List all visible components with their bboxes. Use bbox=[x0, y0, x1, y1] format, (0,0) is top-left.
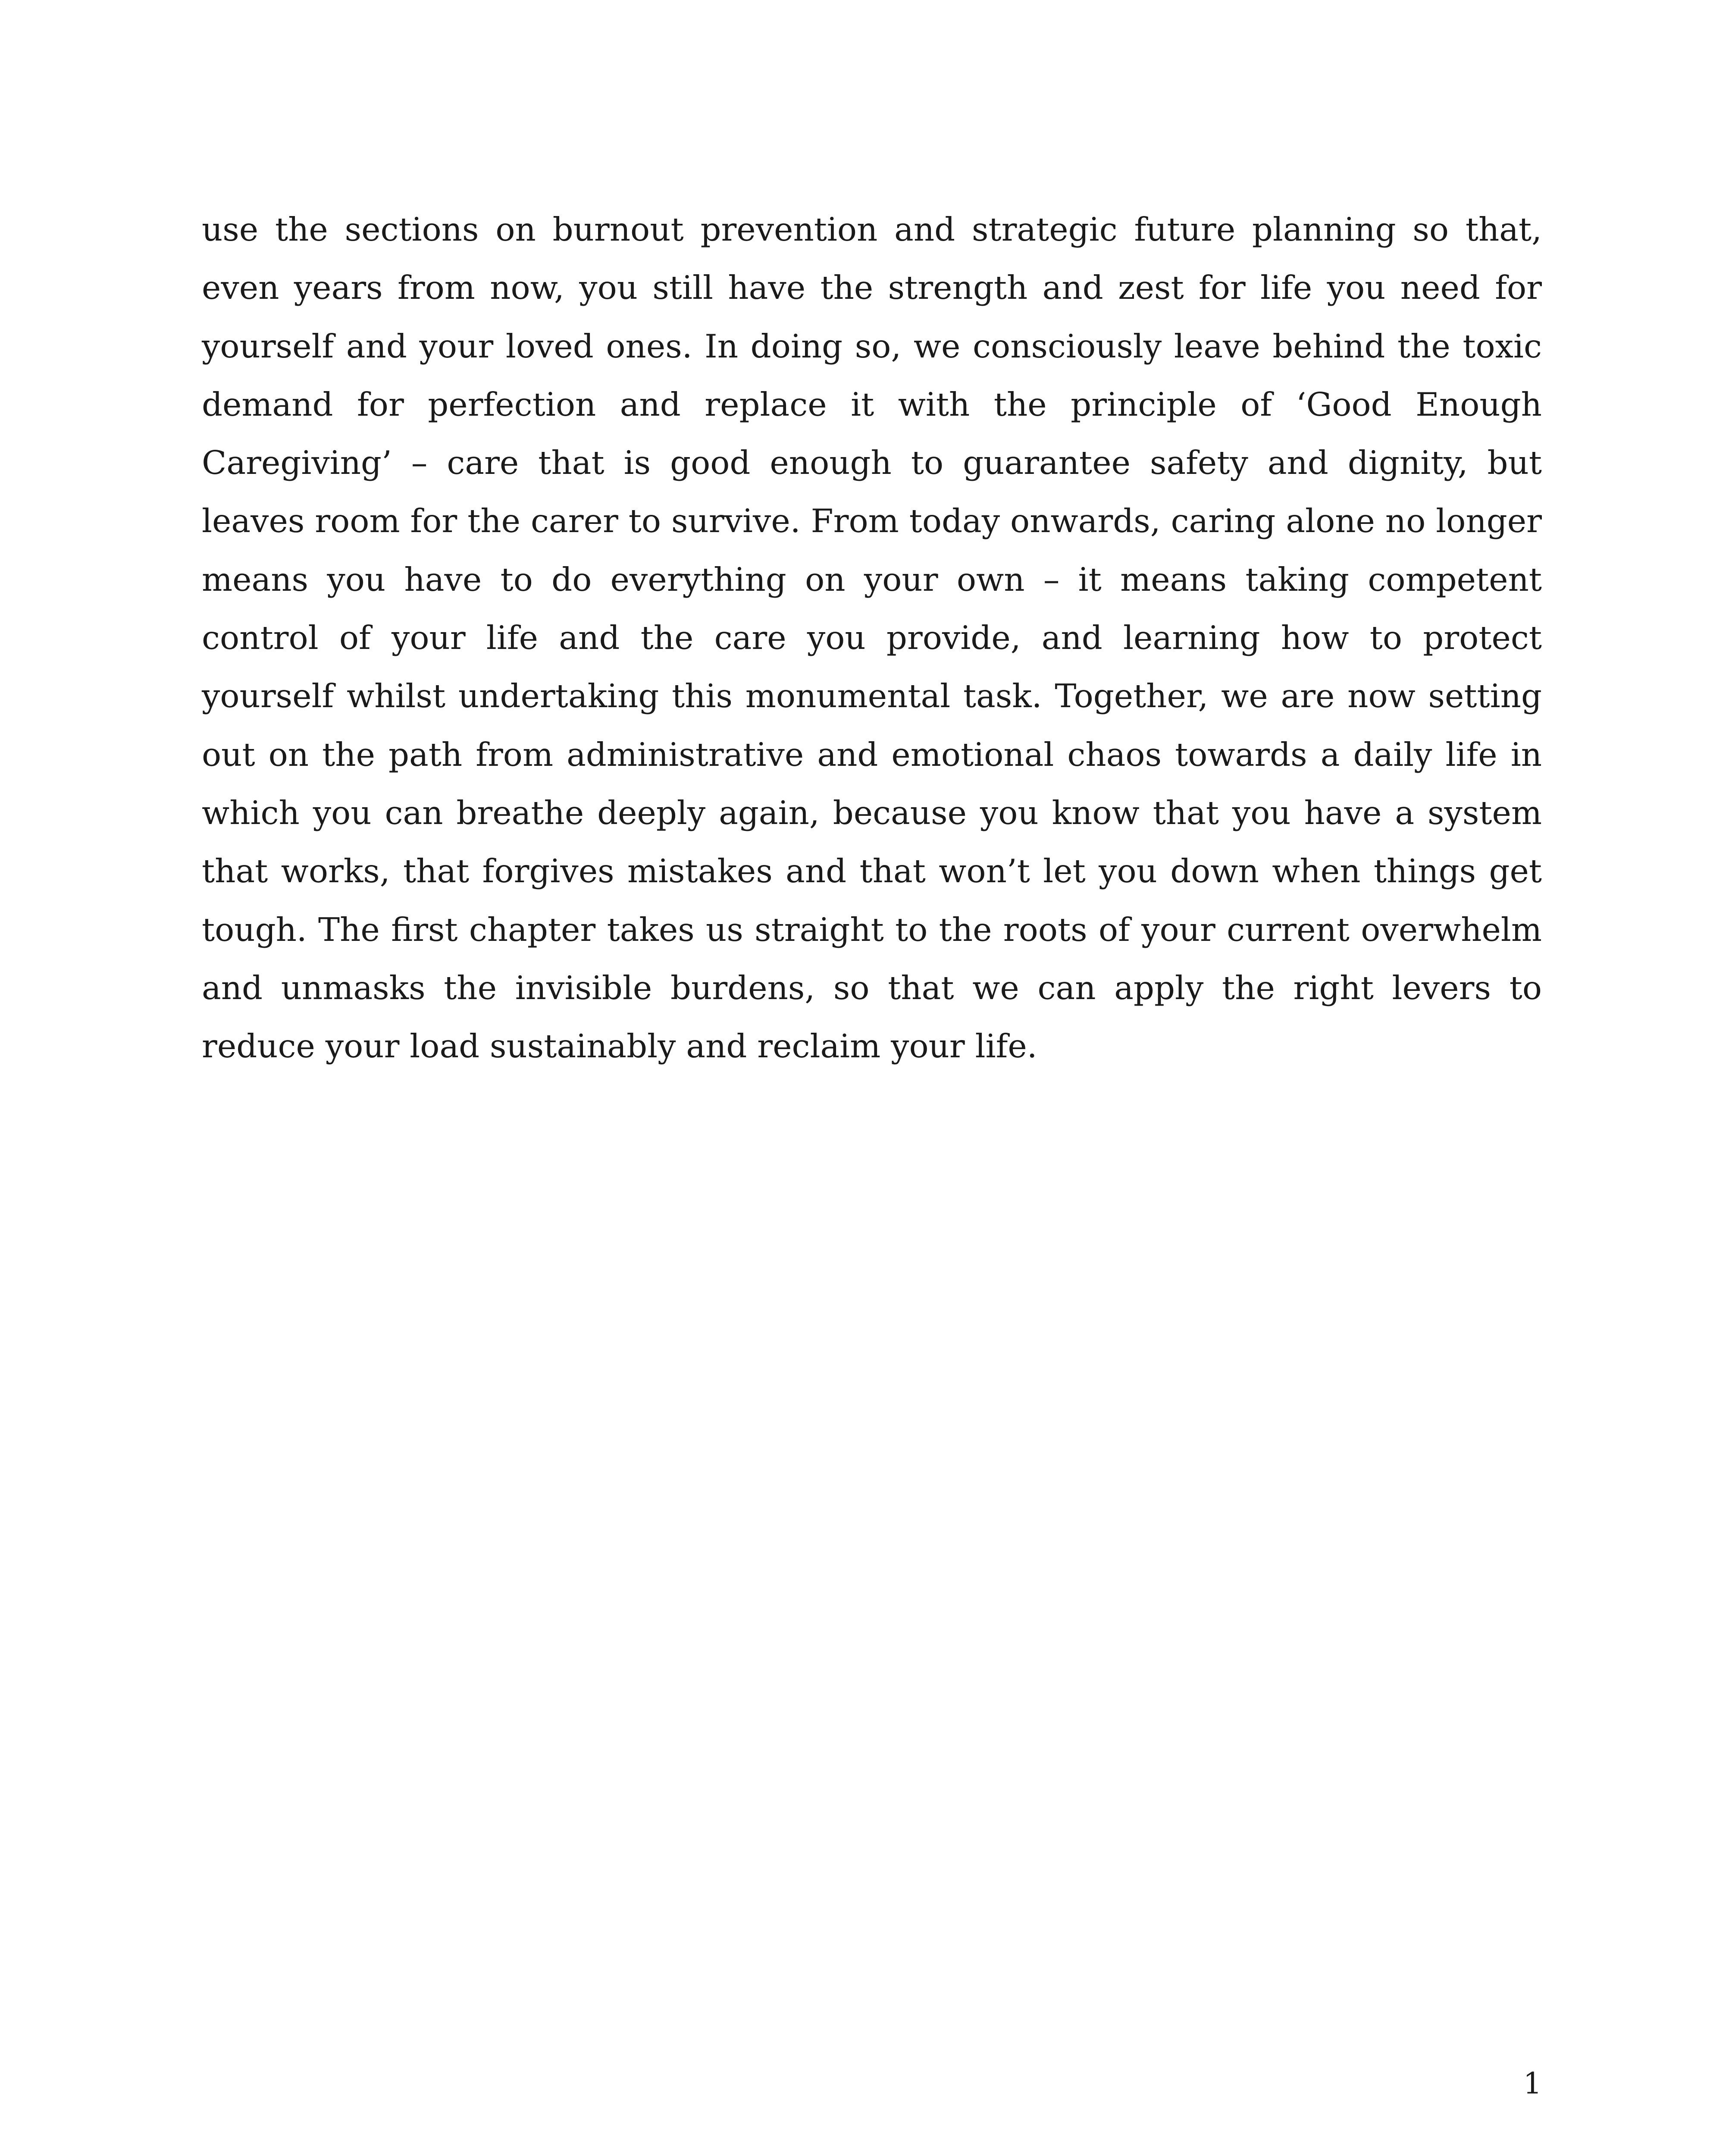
body-paragraph: use the sections on burnout prevention and strategic future planning so that, even years from now, you still have the strength and zest for life you need for yourself and your loved ones. In doing so, we consciously leave behind the toxic demand for perfection and replace it with the principle of ‘Good Enough Caregiving’ – care that is good enough to guarantee safety and dignity, but leaves room for the carer to survive. From today onwards, caring alone no longer means you have to do everything on your own – it means taking competent control of your life and the care you provide, and learning how to protect yourself whilst undertaking this monumental task. Together, we are now setting out on the path from administrative and emotional chaos towards a daily life in which you can breathe deeply again, because you know that you have a system that works, that forgives mistakes and that won’t let you down when things get tough. The first chapter takes us straight to the roots of your current overwhelm and unmasks the invisible burdens, so that we can apply the right levers to reduce your load sustainably and reclaim your life. bbox=[202, 210, 1542, 1065]
page-number: 1 bbox=[1523, 2067, 1542, 2101]
